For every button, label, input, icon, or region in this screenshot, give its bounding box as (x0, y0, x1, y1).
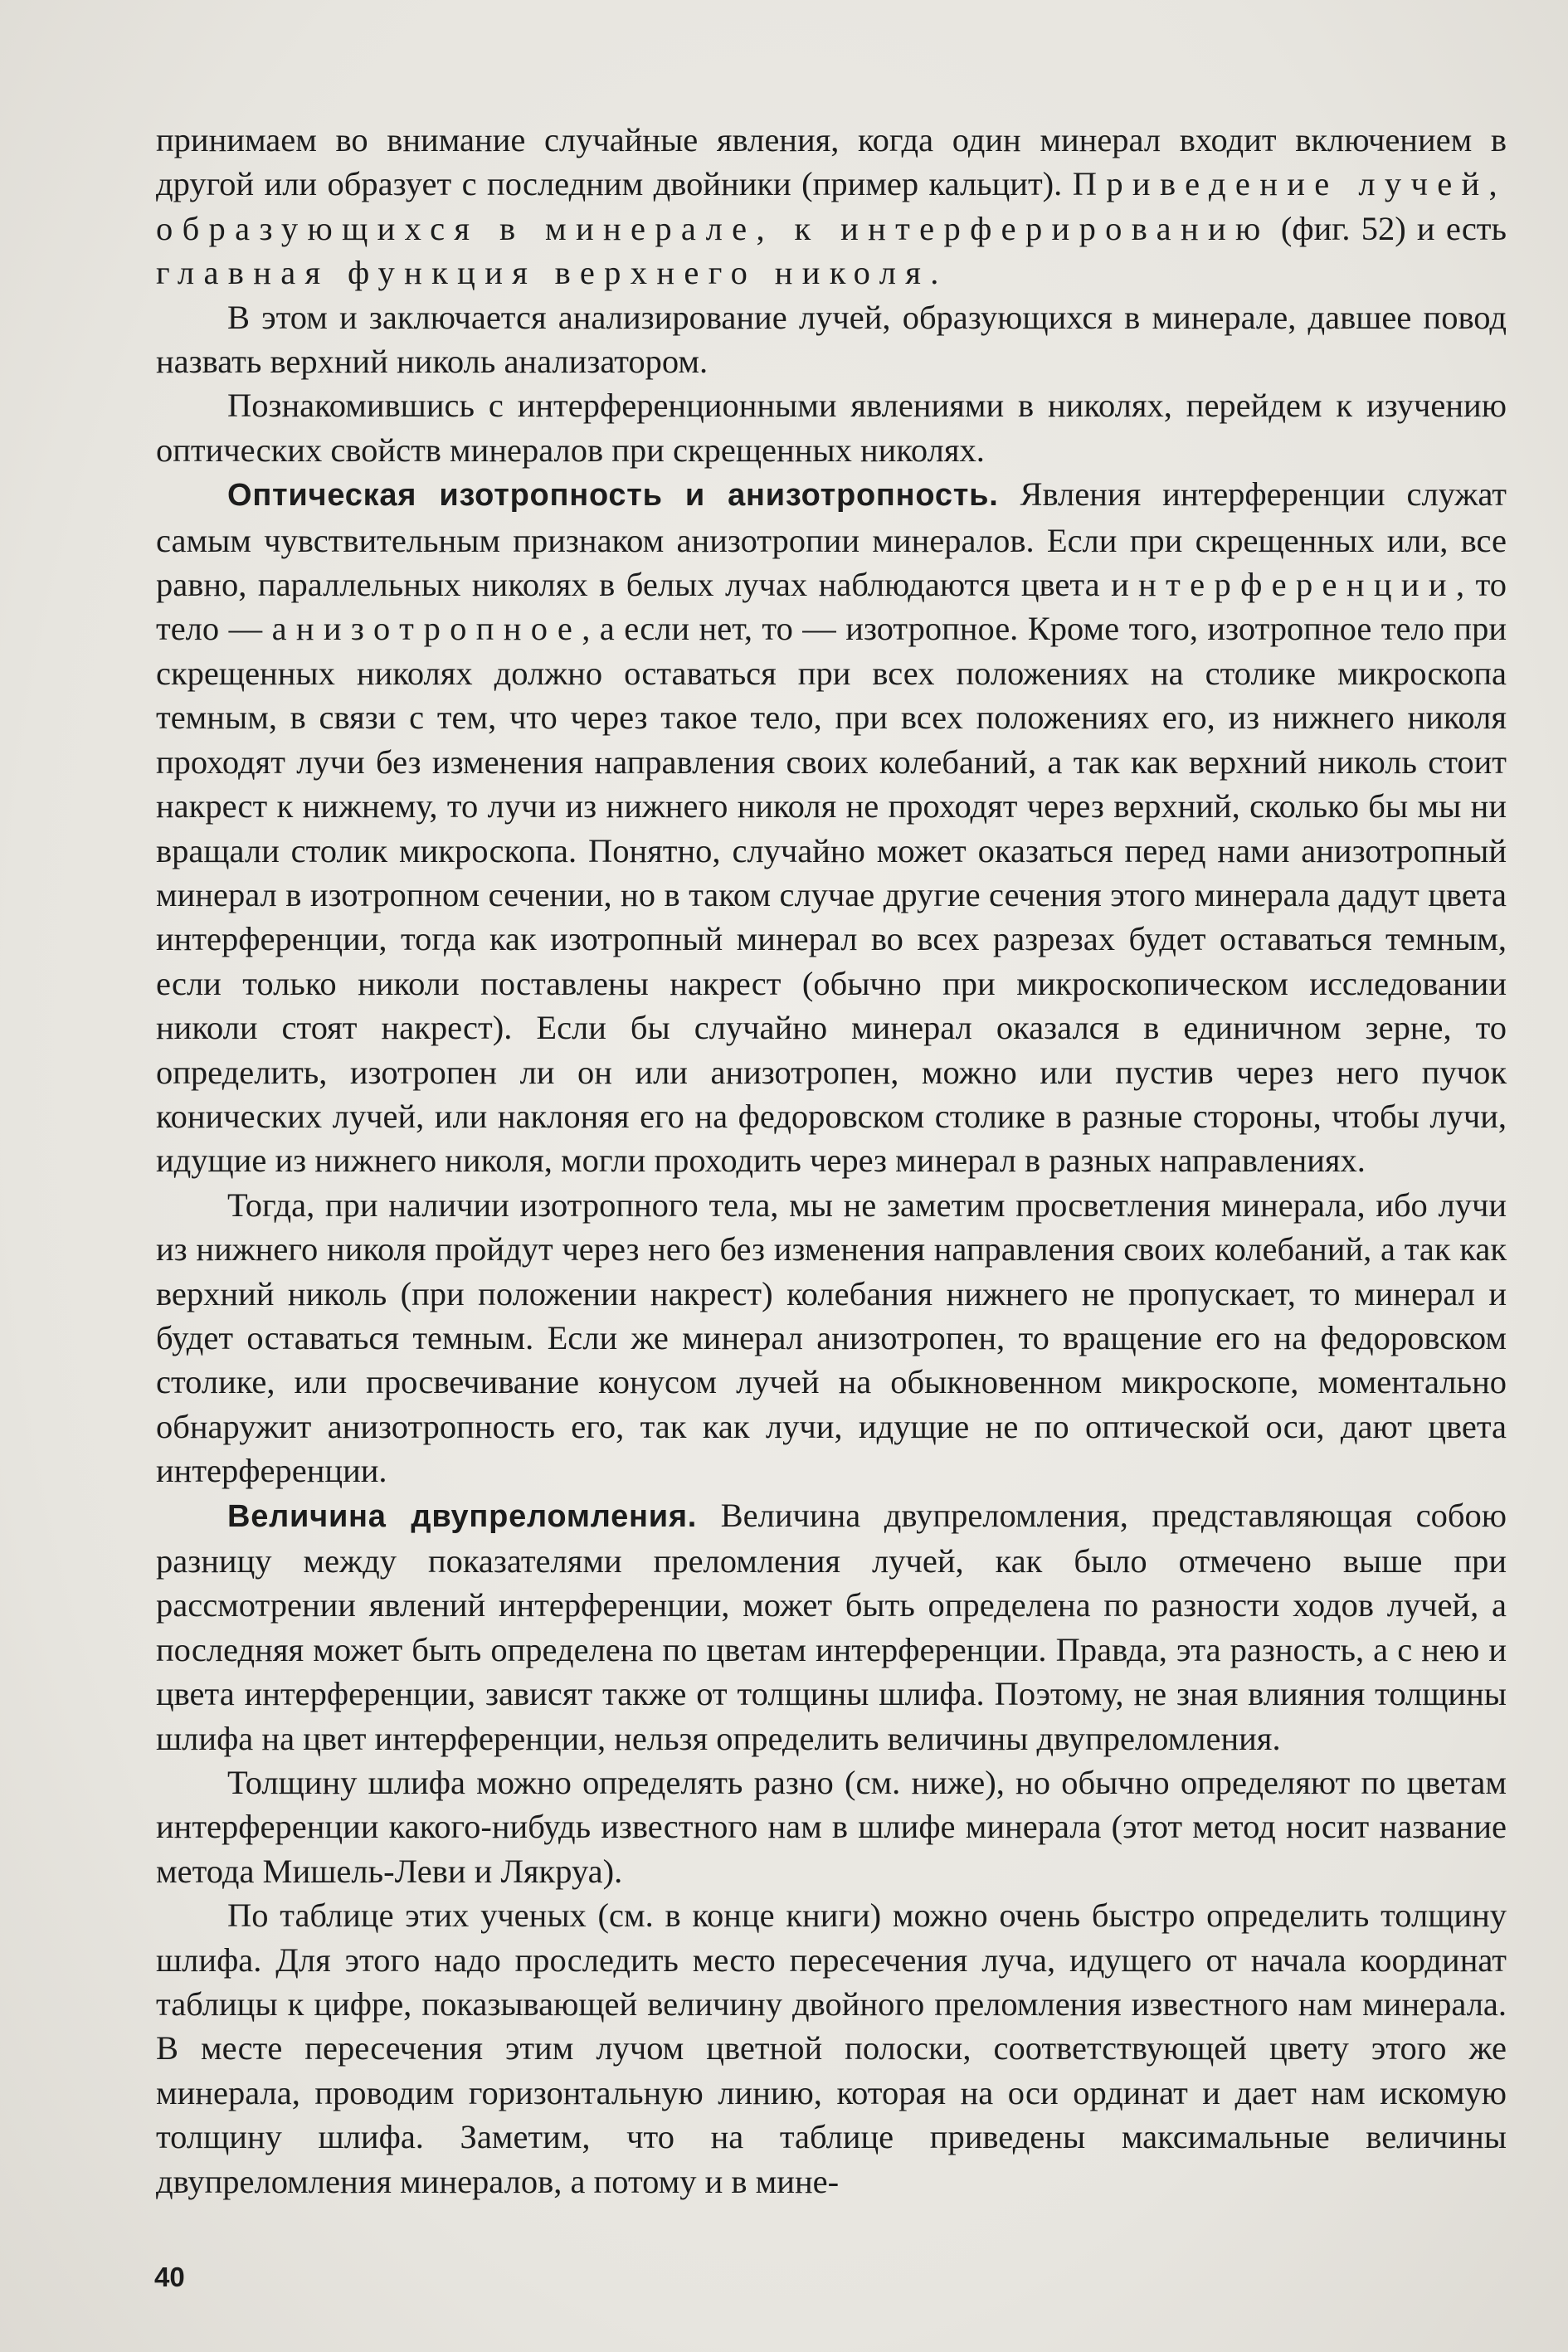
paragraph-5: Тогда, при наличии изотропного тела, мы не заметим просветления минерала, ибо лучи из нижнего николя пройдут через него без изменения направления своих колебаний, а так как верхний николь (при положении накрест) колебания нижнего не пропускает, то минерал и будет оставаться темным. Если же минерал анизотропен, то вращение его на федоровском столике, или просвечивание конусом лучей на обыкновенном микроскопе, моментально обнаружит анизотропность его, так как лучи, идущие не по оптической оси, дают цвета интерференции. (156, 1186, 1507, 1490)
section-heading-isotropy: Оптическая изотропность и анизотропность. (227, 478, 999, 514)
paragraph-1 (156, 118, 1507, 295)
paragraph-4-emphasis-a: интерференции (1111, 566, 1456, 604)
paragraph-4-text-c: , а если нет, то — изотропное. Кроме того, изотропное тело при скрещенных николях должно оставаться при всех положениях на столике микроскопа темным, в связи с тем, что через такое тело, при всех положениях его, из нижнего николя проходят лучи без изменения направления своих колебаний, а так как верхний николь стоит накрест к нижнему, то лучи из нижнего николя не проходят через верхний, сколько бы мы ни вращали столик микроскопа. Понятно, случайно может оказаться перед нами анизотропный минерал в изотропном сечении, но в таком случае другие сечения этого минерала дадут цвета интерференции, тогда как изотропный минерал во всех разрезах будет оставаться темным, если только николи поставлены накрест (обычно при микроскопическом исследовании николи стоят накрест). Если бы случайно минерал оказался в единичном зерне, то определить, изотропен ли он или анизотропен, можно или пустив через него пучок конических лучей, или наклоняя его на федоровском столике в разные стороны, чтобы лучи, идущие из нижнего николя, могли проходить через минерал в разных направлениях. (156, 610, 1507, 1180)
paragraph-1-emphasis-a: Приведение лучей, образующихся в минерале, к интерферированию (156, 165, 1507, 247)
paragraph-2: В этом и заключается анализирование лучей, образующихся в минерале, давшее повод назвать верхний николь анализатором. (156, 298, 1507, 381)
body-text (156, 118, 1507, 2203)
paragraph-4-emphasis-b: анизотропное (271, 610, 582, 648)
paragraph-6-text: Величина двупреломления, представляющая собою разницу между показателями преломления лучей, как было отмечено выше при рассмотрении явлений интерференции, может быть определена по разности ходов лучей, а последняя может быть определена по цветам интерференции. Правда, эта разность, а с нею и цвета интерференции, зависят также от толщины шлифа. Поэтому, не зная влияния толщины шлифа на цвет интерференции, нельзя определить величины двупреломления. (156, 1496, 1507, 1757)
paragraph-4-text-b: , то тело — (156, 566, 1507, 648)
paragraph-1-text-a: принимаем во внимание случайные явления, когда один минерал входит включением в другой или образует с последним двойники (пример кальцит). (156, 121, 1507, 203)
paragraph-1-emphasis-b: главная функция верхнего николя (156, 254, 931, 292)
paragraph-4 (156, 472, 1507, 1183)
paragraph-1-text-c: . (930, 254, 939, 292)
paragraph-3: Познакомившись с интерференционными явлениями в николях, перейдем к изучению оптических свойств минералов при скрещенных николях. (156, 387, 1507, 469)
paragraph-4-text-a: Явления интерференции служат самым чувствительным признаком анизотропии минералов. Если при скрещенных или, все равно, параллельных николях в белых лучах наблюдаются цвета (156, 475, 1507, 604)
paragraph-8: По таблице этих ученых (см. в конце книги) можно очень быстро определить толщину шлифа. Для этого надо проследить место пересечения луча, идущего от начала координат таблицы к цифре, показывающей величину двойного преломления известного нам минерала. В месте пересечения этим лучом цветной полоски, соответствующей цвету этого же минерала, проводим горизонтальную линию, которая на оси ординат и дает нам искомую толщину шлифа. Заметим, что на таблице приведены максимальные величины двупреломления минералов, а потому и в мине- (156, 1897, 1507, 2200)
section-heading-birefringence: Величина двупреломления. (227, 1498, 698, 1534)
paragraph-7: Толщину шлифа можно определять разно (см. ниже), но обычно определяют по цветам интерференции какого-нибудь известного нам в шлифе минерала (этот метод носит название метода Мишель-Леви и Лякруа). (156, 1764, 1507, 1890)
page-number: 40 (154, 2262, 185, 2292)
paragraph-1-text-b: (фиг. 52) и есть (1269, 209, 1507, 247)
paragraph-6 (156, 1493, 1507, 1760)
